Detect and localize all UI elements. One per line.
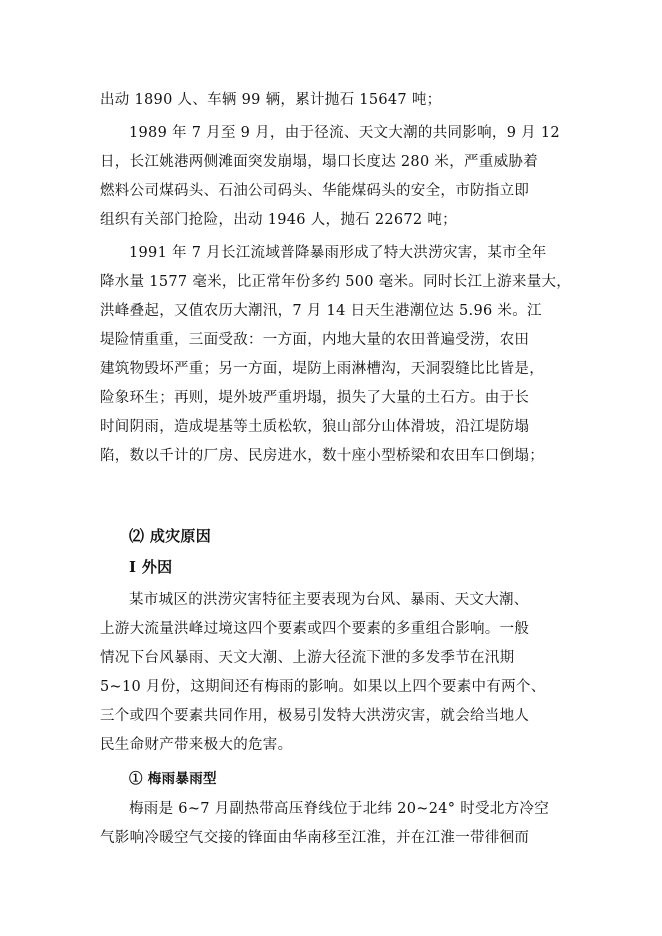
subsection-heading: Ⅰ 外因 <box>129 558 173 576</box>
text-line: 上游大流量洪峰过境这四个要素或四个要素的多重组合影响。一般 <box>100 621 530 637</box>
text-line: 燃料公司煤码头、石油公司码头、华能煤码头的安全，市防指立即 <box>100 183 530 199</box>
text-line: 降水量 1577 毫米，比正常年份多约 500 毫米。同时长江上游来量大， <box>100 274 572 290</box>
text-line: 民生命财产带来极大的危害。 <box>100 737 293 753</box>
text-line: 气影响冷暖空气交接的锋面由华南移至江淮，并在江淮一带徘徊而 <box>100 830 530 846</box>
text-line: 三个或四个要素共同作用，极易引发特大洪涝灾害，就会给当地人 <box>100 708 530 724</box>
text-line: 1989 年 7 月至 9 月，由于径流、天文大潮的共同影响，9 月 12 <box>129 125 560 141</box>
text-line: 时间阴雨，造成堤基等土质松软，狼山部分山体滑坡，沿江堤防塌 <box>100 419 530 435</box>
text-line: 某市城区的洪涝灾害特征主要表现为台风、暴雨、天文大潮、 <box>129 592 529 608</box>
text-line: 日，长江姚港两侧滩面突发崩塌，塌口长度达 280 米，严重威胁着 <box>100 154 538 170</box>
text-line: 梅雨是 6~7 月副热带高压脊线位于北纬 20~24° 时受北方冷空 <box>129 801 550 817</box>
text-line: 5~10 月份，这期间还有梅雨的影响。如果以上四个要素中有两个、 <box>100 679 546 695</box>
section-heading: ⑵ 成灾原因 <box>129 527 212 545</box>
text-line: 情况下台风暴雨、天文大潮、上游大径流下泄的多发季节在汛期 <box>100 650 515 666</box>
text-line: 建筑物毁坏严重；另一方面，堤防上雨淋槽沟，天洞裂缝比比皆是， <box>100 361 544 377</box>
text-line: 险象环生；再则，堤外坡严重坍塌，损失了大量的土石方。由于长 <box>100 390 530 406</box>
text-line: 堤险情重重，三面受敌：一方面，内地大量的农田普遍受涝，农田 <box>100 332 530 348</box>
text-line: 陷，数以千计的厂房、民房进水，数十座小型桥梁和农田车口倒塌； <box>100 448 544 464</box>
text-line: 1991 年 7 月长江流域普降暴雨形成了特大洪涝灾害，某市全年 <box>129 245 547 261</box>
text-line: 组织有关部门抢险，出动 1946 人，抛石 22672 吨； <box>100 212 457 228</box>
text-line: 洪峰叠起，又值农历大潮汛，7 月 14 日天生港潮位达 5.96 米。江 <box>100 303 542 319</box>
item-title: ① 梅雨暴雨型 <box>129 771 217 787</box>
text-line: 出动 1890 人、车辆 99 辆，累计抛石 15647 吨； <box>100 92 442 108</box>
